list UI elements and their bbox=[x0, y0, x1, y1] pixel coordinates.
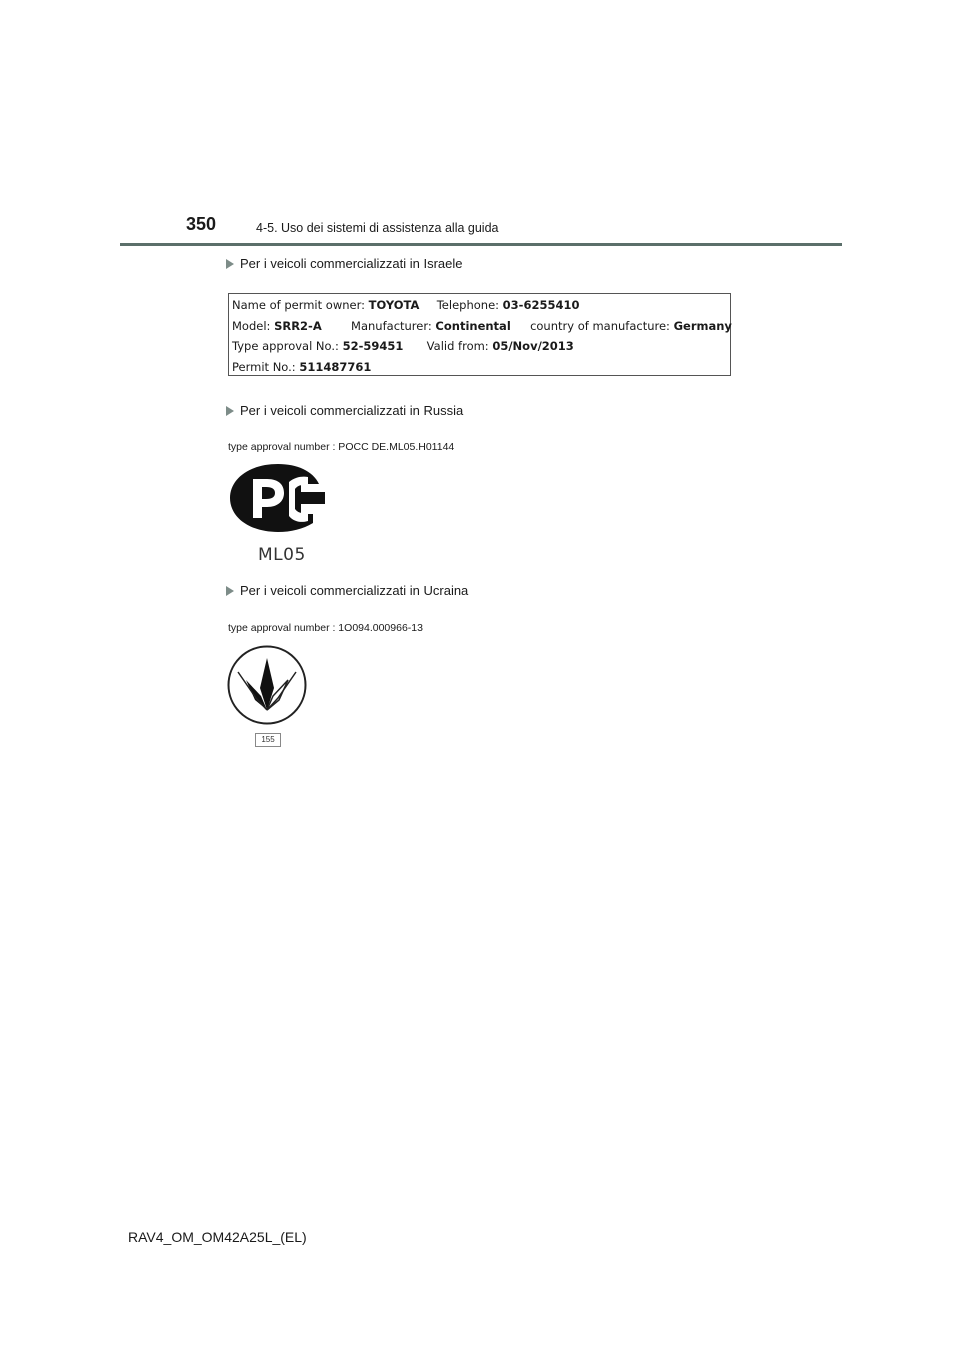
bullet-ukraine-label: Per i veicoli commercializzati in Ucraina bbox=[240, 583, 469, 598]
russia-approval-number: type approval number : POCC DE.ML05.H01144 bbox=[228, 441, 455, 453]
permit-row-model bbox=[232, 316, 730, 337]
header-divider bbox=[120, 243, 842, 246]
permit-no-value: 511487761 bbox=[299, 359, 372, 374]
pct-certification-mark-icon bbox=[229, 461, 327, 535]
owner-value: TOYOTA bbox=[368, 298, 420, 312]
type-approval-value: 52-59451 bbox=[342, 339, 404, 353]
bullet-ukraine bbox=[226, 583, 468, 598]
bullet-arrow-icon bbox=[226, 259, 234, 269]
bullet-arrow-icon bbox=[226, 406, 234, 416]
country-value: Germany bbox=[673, 318, 732, 333]
valid-from-label: Valid from: bbox=[426, 339, 493, 353]
ukraine-mark-number: 155 bbox=[255, 733, 281, 747]
bullet-israel-label: Per i veicoli commercializzati in Israele bbox=[240, 256, 463, 271]
ukraine-conformity-mark-icon bbox=[226, 644, 308, 726]
bullet-arrow-icon bbox=[226, 586, 234, 596]
bullet-russia-label: Per i veicoli commercializzati in Russia bbox=[240, 403, 464, 418]
ukraine-approval-number: type approval number : 1O094.000966-13 bbox=[228, 622, 423, 634]
page-number: 350 bbox=[186, 214, 217, 234]
permit-row-permit-no bbox=[232, 357, 730, 378]
footer-document-id: RAV4_OM_OM42A25L_(EL) bbox=[128, 1229, 307, 1245]
owner-label: Name of permit owner: bbox=[232, 298, 369, 312]
country-label: country of manufacture: bbox=[530, 318, 674, 333]
bullet-israel bbox=[226, 256, 463, 271]
manufacturer-label: Manufacturer: bbox=[351, 318, 436, 333]
permit-info-box bbox=[228, 293, 731, 376]
section-title: 4-5. Uso dei sistemi di assistenza alla guida bbox=[256, 221, 499, 235]
bullet-russia bbox=[226, 403, 463, 418]
valid-from-value: 05/Nov/2013 bbox=[492, 339, 574, 353]
telephone-label: Telephone: bbox=[436, 298, 503, 312]
pct-mark-code: ML05 bbox=[258, 545, 306, 565]
manufacturer-value: Continental bbox=[435, 318, 511, 333]
telephone-value: 03-6255410 bbox=[502, 298, 580, 312]
permit-row-type-approval bbox=[232, 336, 730, 357]
type-approval-label: Type approval No.: bbox=[232, 339, 343, 353]
model-value: SRR2-A bbox=[274, 318, 322, 333]
permit-no-label: Permit No.: bbox=[232, 359, 300, 374]
permit-row-owner bbox=[232, 295, 730, 316]
model-label: Model: bbox=[232, 318, 275, 333]
